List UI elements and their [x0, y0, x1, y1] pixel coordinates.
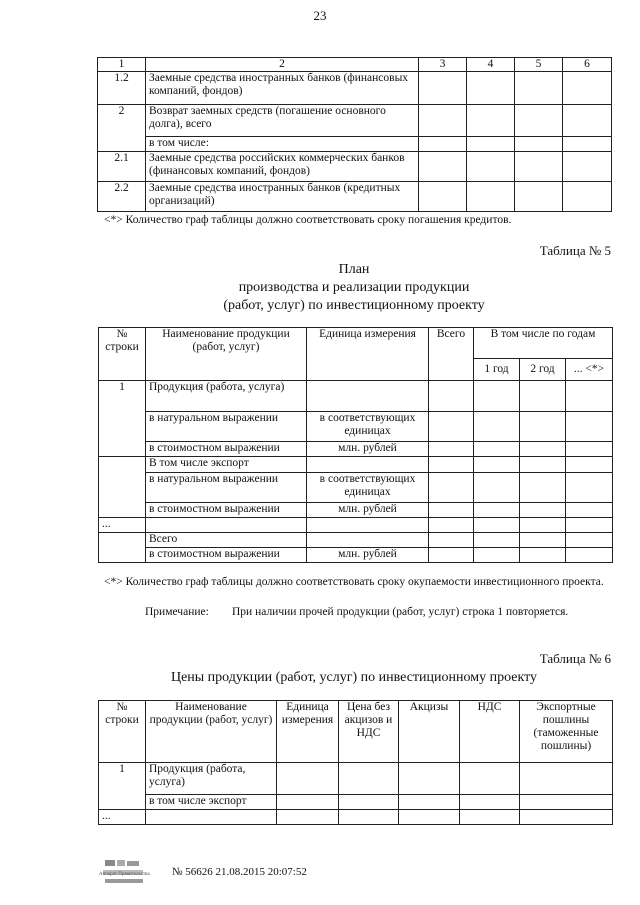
- table-row: [98, 152, 612, 182]
- row-number: ...: [99, 518, 146, 533]
- col-unit-header: Единица измерения: [277, 701, 339, 763]
- logo-text: Аппарат Правительства: [99, 872, 150, 877]
- col-excise-header: Акцизы: [399, 701, 460, 763]
- table-row: [99, 763, 613, 795]
- table6: [98, 700, 613, 825]
- row-unit: [307, 381, 429, 412]
- table-row: [99, 381, 613, 412]
- row-name: в натуральном выражении: [146, 473, 307, 503]
- row-number: [99, 795, 146, 810]
- row-name: Возврат заемных средств (погашение основного долга), всего: [146, 105, 419, 137]
- table-row: [99, 473, 613, 503]
- table-top-header-cell: 2: [146, 58, 419, 72]
- row-number: [99, 457, 146, 473]
- table5-caption: Таблица № 5: [539, 243, 611, 258]
- row-name: [146, 810, 277, 825]
- table-row: [99, 412, 613, 442]
- col-name-header: Наименование продукции (работ, услуг): [146, 701, 277, 763]
- row-number: [99, 412, 146, 442]
- row-number: 2.2: [98, 182, 146, 212]
- col-price-header: Цена без акцизов и НДС: [339, 701, 399, 763]
- row-name: в стоимостном выражении: [146, 503, 307, 518]
- row-unit: в соответствующих единицах: [307, 473, 429, 503]
- table5-title-line1: План: [338, 262, 370, 277]
- table-row: [99, 548, 613, 563]
- table5: [98, 327, 613, 563]
- col-year3-header: ... <*>: [566, 359, 613, 381]
- table5-title-line3: (работ, услуг) по инвестиционному проекту: [223, 298, 485, 313]
- col-total-header: Всего: [429, 328, 474, 381]
- row-name: в том числе:: [146, 137, 419, 152]
- registration-stamp: № 56626 21.08.2015 20:07:52: [172, 866, 307, 878]
- table-row: [98, 105, 612, 137]
- col-vat-header: НДС: [460, 701, 520, 763]
- row-name: Заемные средства иностранных банков (кредитных организаций): [146, 182, 419, 212]
- row-name: Заемные средства иностранных банков (финансовых компаний, фондов): [146, 72, 419, 105]
- table-row: [99, 503, 613, 518]
- row-number: [98, 137, 146, 152]
- row-name: Всего: [146, 533, 307, 548]
- row-number: [99, 503, 146, 518]
- row-unit: млн. рублей: [307, 503, 429, 518]
- table6-caption: Таблица № 6: [539, 651, 611, 666]
- table-top-header-cell: 4: [467, 58, 515, 72]
- row-number: ...: [99, 810, 146, 825]
- col-duty-header: Экспортные пошлины (таможенные пошлины): [520, 701, 613, 763]
- row-number: [99, 548, 146, 563]
- row-unit: в соответствующих единицах: [307, 412, 429, 442]
- col-year2-header: 2 год: [520, 359, 566, 381]
- row-unit: [307, 518, 429, 533]
- table-row: [98, 182, 612, 212]
- row-unit: [307, 457, 429, 473]
- row-name: Продукция (работа, услуга): [146, 763, 277, 795]
- table-row: [99, 457, 613, 473]
- row-unit: [307, 533, 429, 548]
- row-number: [99, 533, 146, 548]
- table-top-header-cell: 6: [563, 58, 612, 72]
- row-number: [99, 442, 146, 457]
- row-name: в стоимостном выражении: [146, 442, 307, 457]
- row-name: в том числе экспорт: [146, 795, 277, 810]
- table5-header-row: [99, 328, 613, 359]
- row-name: Заемные средства российских коммерческих банков (финансовых компаний, фондов): [146, 152, 419, 182]
- row-number: 1: [99, 381, 146, 412]
- table-top-footnote: <*> Количество граф таблицы должно соответствовать сроку погашения кредитов.: [104, 214, 512, 226]
- table5-title-line2: производства и реализации продукции: [238, 280, 470, 295]
- col-name-header: Наименование продукции (работ, услуг): [146, 328, 307, 381]
- row-name: В том числе экспорт: [146, 457, 307, 473]
- row-name: в стоимостном выражении: [146, 548, 307, 563]
- table-row: [99, 518, 613, 533]
- row-number: 1: [99, 763, 146, 795]
- table-row: [98, 72, 612, 105]
- row-unit: млн. рублей: [307, 548, 429, 563]
- col-num-header: № строки: [99, 328, 146, 381]
- col-years-header: В том числе по годам: [474, 328, 613, 359]
- table5-note-label: Примечание:: [145, 606, 209, 618]
- row-unit: млн. рублей: [307, 442, 429, 457]
- table5-footnote: <*> Количество граф таблицы должно соответствовать сроку окупаемости инвестиционного проекта.: [104, 576, 604, 588]
- row-number: 2.1: [98, 152, 146, 182]
- row-name: [146, 518, 307, 533]
- table-top: [97, 57, 612, 212]
- row-name: в натуральном выражении: [146, 412, 307, 442]
- row-number: [99, 473, 146, 503]
- row-number: 1.2: [98, 72, 146, 105]
- table6-header-row: [99, 701, 613, 763]
- table-row: [99, 442, 613, 457]
- col-year1-header: 1 год: [474, 359, 520, 381]
- col-num-header: № строки: [99, 701, 146, 763]
- table6-title: Цены продукции (работ, услуг) по инвестиционному проекту: [170, 670, 538, 685]
- table-top-header-row: [98, 58, 612, 72]
- table-row: [99, 810, 613, 825]
- table-top-header-cell: 5: [515, 58, 563, 72]
- table-row: [99, 795, 613, 810]
- row-number: 2: [98, 105, 146, 137]
- table-row: [98, 137, 612, 152]
- col-unit-header: Единица измерения: [307, 328, 429, 381]
- table5-note-text: При наличии прочей продукции (работ, услуг) строка 1 повторяется.: [232, 606, 569, 618]
- page-number: 23: [313, 8, 327, 23]
- row-name: Продукция (работа, услуга): [146, 381, 307, 412]
- table-top-header-cell: 1: [98, 58, 146, 72]
- table-top-header-cell: 3: [419, 58, 467, 72]
- table-row: [99, 533, 613, 548]
